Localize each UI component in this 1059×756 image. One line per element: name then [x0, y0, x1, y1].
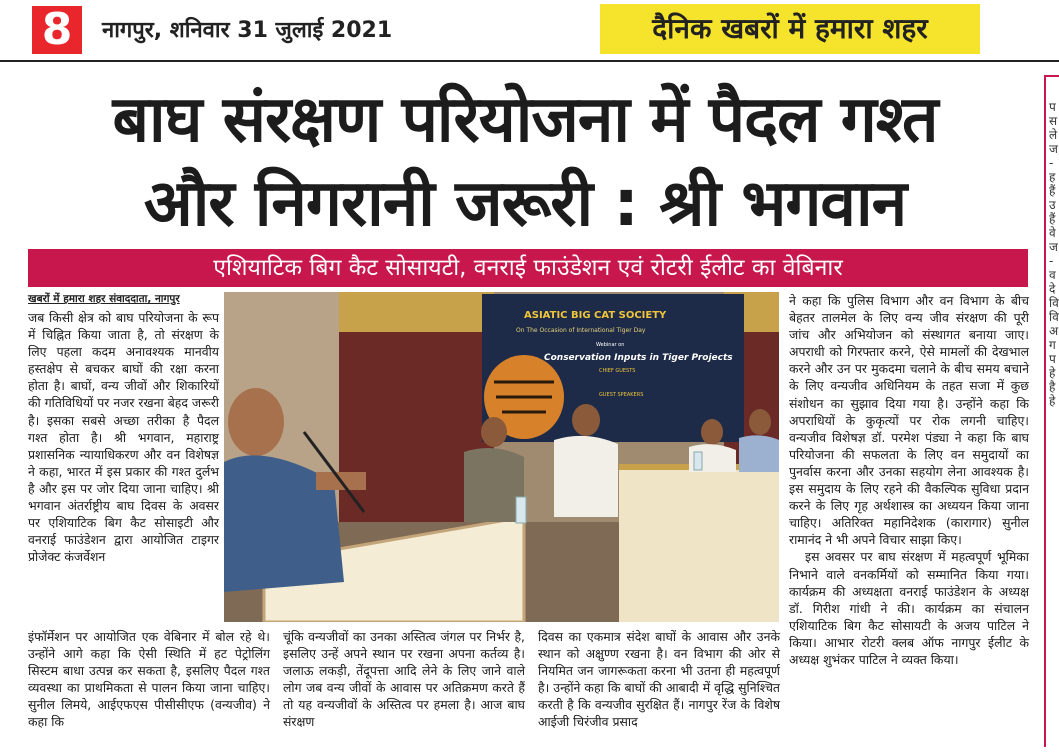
page-number: 8 — [32, 6, 82, 54]
subheadline: एशियाटिक बिग कैट सोसायटी, वनराई फाउंडेशन एवं रोटरी ईलीट का वेबिनार — [28, 249, 1028, 287]
article-column-4 — [789, 292, 1029, 668]
article-column-2c: दिवस का एकमात्र संदेश बाघों के आवास और उनके स्थान को अक्षुण्ण रखना है। वन विभाग की ओर से नियमित जन जागरूकता करना भी उतना ही महत्वपूर्ण है। उन्होंने कहा कि बाघों की आबादी में वृद्धि सुनिश्चित करती है कि वन्यजीव सुरक्षित हैं। नागपुर रेंज के विशेष आईजी चिरंजीव प्रसाद — [538, 629, 780, 730]
banner-guest-speakers: GUEST SPEAKERS — [599, 392, 644, 398]
banner-occasion: On The Occasion of International Tiger Day — [516, 327, 646, 334]
banner-chief-guests: CHIEF GUESTS — [599, 368, 636, 374]
banner-title: ASIATIC BIG CAT SOCIETY — [524, 310, 667, 321]
column-4-paragraph-2: इस अवसर पर बाघ संरक्षण में महत्वपूर्ण भूमिका निभाने वाले वनकर्मियों को सम्मानित किया गया। कार्यक्रम की अध्यक्षता वनराई फाउंडेशन के अध्यक्ष डॉ. गिरीश गांधी ने की। कार्यक्रम का संचालन एशियाटिक बिग कैट सोसायटी के अजय पाटिल ने किया। आभार रोटरी क्लब ऑफ नागपुर ईलीट के अध्यक्ष शुभंकर पाटिल ने व्यक्त किया। — [789, 549, 1029, 667]
banner-topic: Conservation Inputs in Tiger Projects — [544, 353, 733, 363]
page-header — [0, 0, 1059, 62]
header-rule — [0, 60, 1059, 62]
speaker — [228, 388, 284, 456]
byline: खबरों में हमारा शहर संवाददाता, नागपुर — [28, 293, 180, 305]
section-title: दैनिक खबरों में हमारा शहर — [600, 4, 980, 54]
headline — [20, 78, 1030, 246]
event-photo — [224, 292, 779, 622]
event-photo-illustration — [224, 292, 779, 622]
headline-line-2: और निगरानी जरूरी : श्री भगवान — [143, 167, 907, 241]
column-4-paragraph-1: ने कहा कि पुलिस विभाग और वन विभाग के बीच बेहतर तालमेल के लिए वन्य जीव संरक्षण की पूरी जांच और अभियोजन को संस्थागत बनाया जाए। अपराधी को गिरफ्तार करने, ऐसे मामलों की देखभाल करने और उन पर मुकदमा चलाने के बीच समय बचाने के लिए वन्यजीव अधिनियम के तहत सजा में कुछ संशोधन का सुझाव दिया गया है। उन्होंने कहा कि अपराधियों के कुकृत्यों पर रोक लगनी चाहिए। वन्यजीव विशेषज्ञ डॉ. परमेश पंड्या ने कहा कि बाघ परियोजना की सफलता के लिए वन समुदायों का पुनर्वास करना और उनका सहयोग लेना आवश्यक है। इस समुदाय के लिए रहने की वैकल्पिक सुविधा प्रदान करने के लिए गृह अर्थशास्त्र का अध्ययन किया जाना चाहिए। अतिरिक्त महानिदेशक (कारागार) सुनील रामानंद ने भी अपने विचार साझा किए। — [789, 293, 1029, 548]
head-table — [619, 467, 779, 622]
headline-line-1: बाघ संरक्षण परियोजना में पैदल गश्त — [112, 83, 938, 157]
date-line: नागपुर, शनिवार 31 जुलाई 2021 — [102, 18, 393, 43]
article-column-1: जब किसी क्षेत्र को बाघ परियोजना के रूप में चिह्नित किया जाता है, तो संरक्षण के लिए पहला कदम अनावश्यक मानवीय हस्तक्षेप से बचकर बाघों की रक्षा करना होता है। बाघों, वन्य जीवों और शिकारियों की गतिविधियों पर नजर रखना बेहद जरूरी है। इसका सबसे अच्छा तरीका है पैदल गश्त होता है। श्री भगवान, महाराष्ट्र प्रशासनिक न्यायाधिकरण और वन विशेषज्ञ ने कहा, भारत में इस प्रकार की गश्त दुर्लभ है और इस पर जोर दिया जाना चाहिए। श्री भगवान अंतर्राष्ट्रीय बाघ दिवस के अवसर पर एशियाटिक बिग कैट सोसाइटी और वनराई फाउंडेशन द्वारा आयोजित टाइगर प्रोजेक्ट कंजर्वेशन — [28, 310, 219, 565]
article-column-2b: चूंकि वन्यजीवों का उनका अस्तित्व जंगल पर निर्भर है, इसलिए उन्हें अपने स्थान पर रखना अपना कर्तव्य है। जलाऊ लकड़ी, तेंदूपत्ता आदि लेने के लिए जाने वाले लोग जब वन्य जीवों के आवास पर अतिक्रमण करते हैं तो यह वन्यजीवों के अस्तित्व पर हमला है। आज बाघ संरक्षण — [283, 629, 525, 730]
adjacent-article-fragment: प स ले ज - ह हैं उ हैं वे ज - व दे वि वि अ ग प हे है हे — [1049, 100, 1059, 408]
banner-webinar: Webinar on — [596, 342, 625, 348]
article-column-2a: इंफॉर्मेशन पर आयोजित एक वेबिनार में बोल रहे थे। उन्होंने आगे कहा कि ऐसी स्थिति में हट पेट्रोलिंग सिस्टम बाधा उत्पन्न कर सकता है, इसलिए पैदल गश्त व्यवस्था का प्राथमिकता से पालन किया जाना चाहिए। सुनील लिमये, आईएफएस पीसीसीएफ (वन्यजीव) ने कहा कि — [28, 629, 270, 730]
